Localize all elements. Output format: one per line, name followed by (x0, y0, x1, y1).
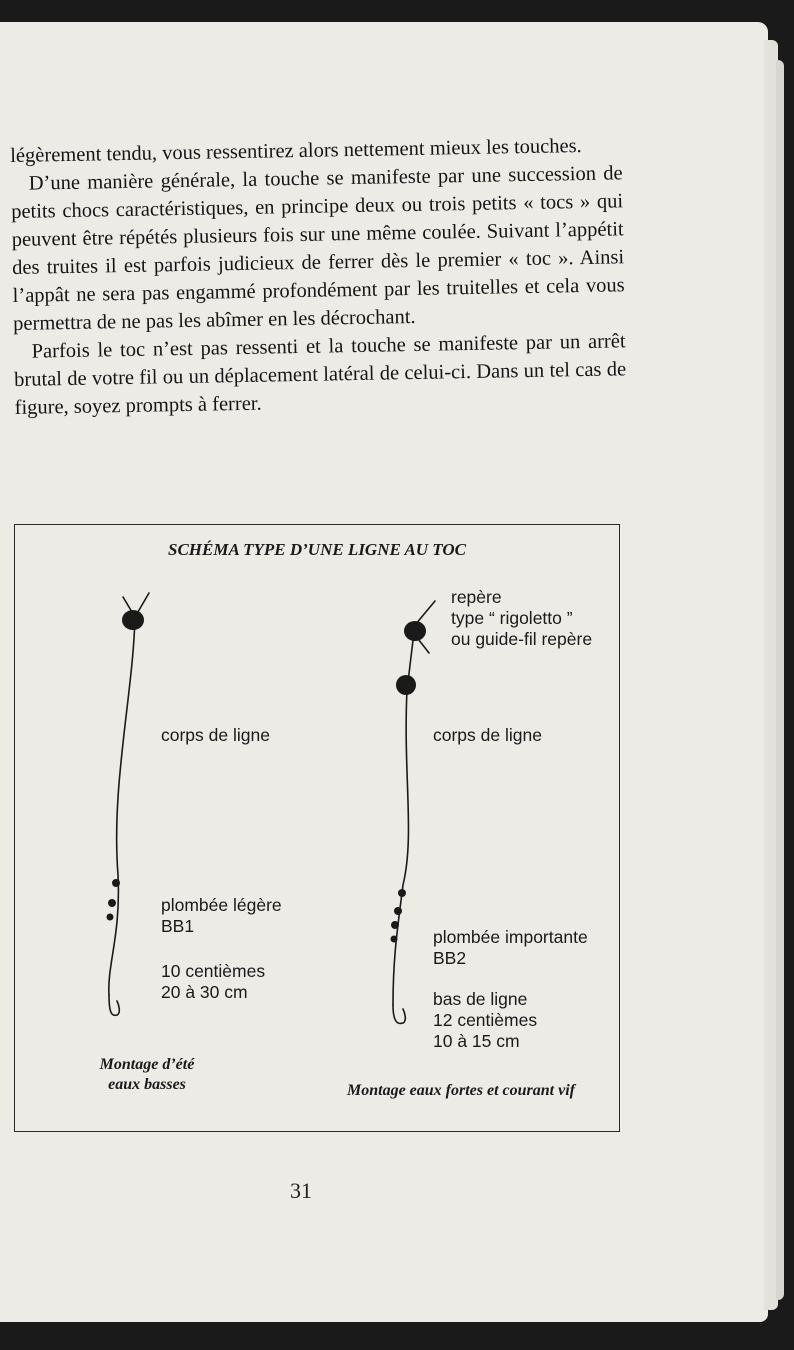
right-weight-2 (394, 907, 402, 915)
left-hook (109, 995, 119, 1015)
left-marker (122, 610, 144, 630)
right-bas-label: bas de ligne 12 centièmes 10 à 15 cm (433, 989, 538, 1051)
figure-title: SCHÉMA TYPE D’UNE LIGNE AU TOC (167, 540, 466, 559)
right-corps-label: corps de ligne (433, 725, 542, 745)
right-weight-3 (391, 921, 399, 929)
left-bas-label: 10 centièmes 20 à 30 cm (161, 961, 266, 1002)
right-weight-4 (391, 936, 398, 943)
paragraph-3: Parfois le toc n’est pas ressenti et la touche se manifeste par un arrêt brutal de votre fil ou un déplacement latéral de celui-ci. Dans un tel cas de figure, soyez prompts à ferrer. (13, 330, 627, 419)
line-diagram (14, 524, 620, 1132)
paragraph-2: D’une manière générale, la touche se manifeste par une succession de petits chocs caractéristiques, en principe deux ou trois petits « tocs » qui peuvent être répétés plusieurs fois sur une même coulée. Suivant l’appétit des truites il est parfois judicieux de ferrer dès le premier « toc ». Ainsi l’appât ne sera pas engammé profondément par les truitelles et cela vous permettra de ne pas les abîmer en les décrochant. (11, 162, 625, 335)
left-line (109, 617, 135, 995)
right-caption: Montage eaux fortes et courant vif (347, 1082, 575, 1099)
right-marker-2 (396, 675, 416, 695)
right-hook (393, 1005, 405, 1023)
right-plombee-label: plombée importante BB2 (433, 927, 588, 968)
left-plombee-label: plombée légère BB1 (161, 895, 282, 936)
right-repere-label: repère type “ rigoletto ” ou guide-fil repère (451, 587, 593, 649)
left-weight-1 (112, 879, 120, 887)
left-caption: Montage d’été eaux basses (99, 1056, 195, 1093)
paragraph-1: légèrement tendu, vous ressentirez alors nettement mieux les touches. (10, 135, 582, 167)
right-weight-1 (398, 889, 406, 897)
left-weight-3 (107, 914, 114, 921)
page-number: 31 (290, 1178, 312, 1203)
left-weight-2 (108, 899, 116, 907)
page-edge-back (776, 60, 784, 1300)
left-corps-label: corps de ligne (161, 725, 270, 745)
body-text (10, 131, 627, 422)
right-marker-1 (404, 621, 426, 641)
